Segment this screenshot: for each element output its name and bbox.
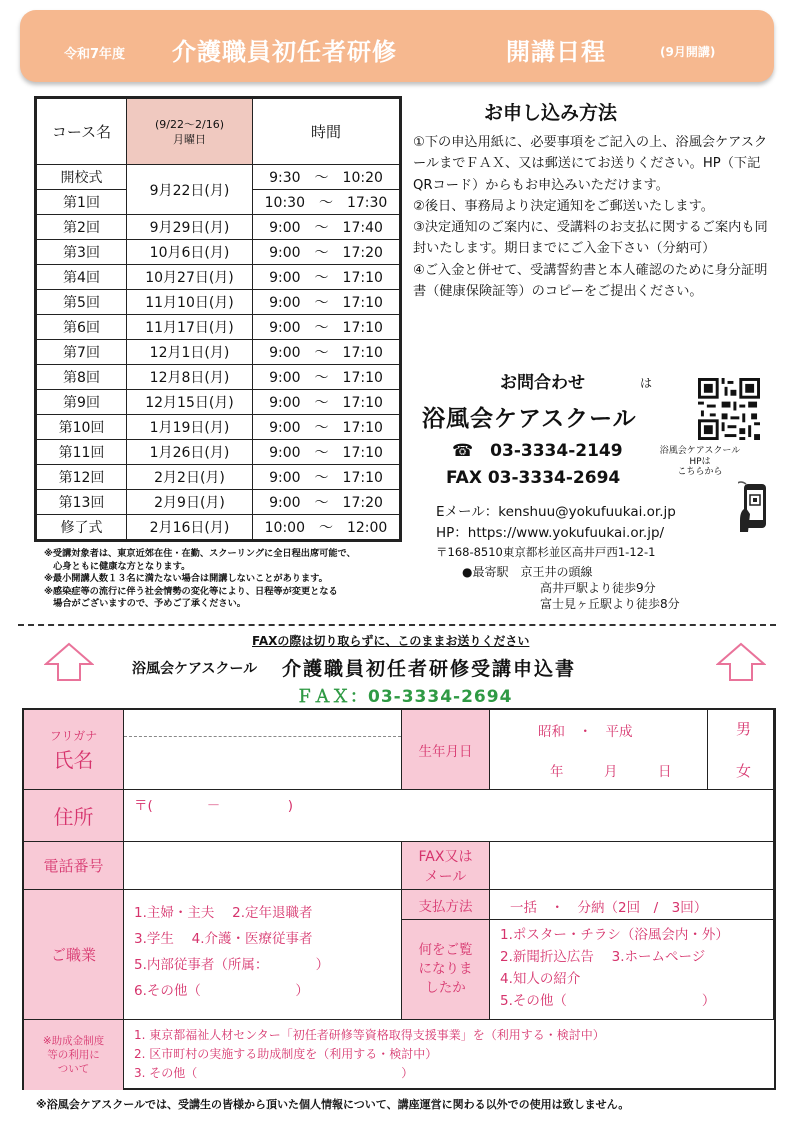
apply-title: お申し込み方法 bbox=[484, 102, 618, 124]
note-line: ※最小開講人数１３名に満たない場合は開講しないことがあります。 bbox=[44, 573, 328, 585]
contact-ha: は bbox=[640, 376, 653, 390]
qr-caption-line: こちらから bbox=[677, 467, 723, 477]
row-name: 第7回 bbox=[37, 340, 127, 365]
row-date: 2月9日(月) bbox=[127, 490, 253, 515]
subsidy-label-line: 等の利用に bbox=[47, 1049, 100, 1061]
school-name: 浴風会ケアスクール bbox=[422, 406, 637, 432]
row-date: 2月2日(月) bbox=[127, 465, 253, 490]
job-options[interactable] bbox=[124, 890, 402, 1020]
how-heard-label bbox=[402, 920, 490, 1020]
name-field[interactable] bbox=[124, 710, 402, 790]
job-option[interactable]: 5.内部従事者（所属： ） bbox=[134, 957, 330, 973]
row-time: 9:00 ～ 17:10 bbox=[253, 440, 400, 465]
station-line: ●最寄駅 京王井の頭線 bbox=[462, 565, 593, 579]
job-label: ご職業 bbox=[24, 890, 124, 1020]
subsidy-option[interactable]: 1. 東京都福祉人材センター「初任者研修等資格取得支援事業」を（利用する・検討中） bbox=[134, 1028, 605, 1042]
email-link[interactable]: Eメール：kenshuu@yokufuukai.or.jp bbox=[436, 504, 676, 520]
row-name: 第11回 bbox=[37, 440, 127, 465]
row-time: 9:00 ～ 17:10 bbox=[253, 415, 400, 440]
subsidy-label bbox=[24, 1020, 124, 1090]
row-name: 第2回 bbox=[37, 215, 127, 240]
subsidy-option[interactable]: 3. その他（ ） bbox=[134, 1066, 414, 1080]
name-label-text: 氏名 bbox=[53, 747, 94, 772]
website-link[interactable]: HP：https://www.yokufuukai.or.jp/ bbox=[436, 525, 665, 541]
job-list bbox=[134, 900, 329, 1004]
phone-number[interactable]: ☎ 03-3334-2149 bbox=[452, 441, 623, 461]
schedule-table-border bbox=[34, 96, 402, 542]
row-name: 第6回 bbox=[37, 315, 127, 340]
row-time: 9:00 ～ 17:20 bbox=[253, 490, 400, 515]
apply-steps bbox=[413, 132, 775, 302]
row-time: 9:00 ～ 17:40 bbox=[253, 215, 400, 240]
header-schedule: 開講日程 bbox=[506, 38, 606, 66]
header-era: 令和7年度 bbox=[64, 47, 126, 62]
phone-field[interactable] bbox=[124, 842, 402, 890]
row-name: 第10回 bbox=[37, 415, 127, 440]
payment-field[interactable] bbox=[490, 890, 774, 920]
col-time: 時間 bbox=[253, 99, 400, 165]
zip-field[interactable]: 〒( － ) bbox=[134, 798, 294, 814]
row-time: 10:30 ～ 17:30 bbox=[253, 190, 400, 215]
how-heard-options[interactable] bbox=[490, 920, 774, 1020]
qr-caption-line: HPは bbox=[689, 456, 711, 467]
subsidy-option[interactable]: 2. 区市町村の実施する助成制度を（利用する・検討中） bbox=[134, 1047, 438, 1061]
faxmail-label bbox=[402, 842, 490, 890]
row-date: 12月15日(月) bbox=[127, 390, 253, 415]
row-date: 12月8日(月) bbox=[127, 365, 253, 390]
row-date: 1月26日(月) bbox=[127, 440, 253, 465]
row-date: 10月6日(月) bbox=[127, 240, 253, 265]
row-date: 9月29日(月) bbox=[127, 215, 253, 240]
contact-title: お問合わせ bbox=[500, 373, 585, 393]
row-date: 1月19日(月) bbox=[127, 415, 253, 440]
row-date: 12月1日(月) bbox=[127, 340, 253, 365]
up-arrow-icon bbox=[716, 642, 766, 682]
apply-step: ③決定通知のご案内に、受講料のお支払に関するご案内も同封いたします。期日までにご入金下さい（分納可） bbox=[413, 220, 768, 257]
gender-field[interactable] bbox=[708, 710, 774, 790]
qr-caption bbox=[654, 446, 746, 478]
row-name: 第13回 bbox=[37, 490, 127, 515]
row-date: 9月22日(月) bbox=[127, 165, 253, 215]
row-name: 第3回 bbox=[37, 240, 127, 265]
row-name: 第8回 bbox=[37, 365, 127, 390]
address: 〒168-8510東京都杉並区高井戸西1-12-1 bbox=[436, 545, 656, 559]
row-time: 10:00 ～ 12:00 bbox=[253, 515, 400, 540]
note-line: ※受講対象者は、東京近郊在住・在勤、スクーリングに全日程出席可能で、 bbox=[44, 548, 356, 559]
row-time: 9:00 ～ 17:20 bbox=[253, 240, 400, 265]
header-month: (9月開講) bbox=[660, 45, 716, 59]
job-option[interactable]: 1.主婦・主夫 2.定年退職者 bbox=[134, 905, 313, 921]
row-name: 開校式 bbox=[37, 165, 127, 190]
birth-era[interactable]: 昭和 ・ 平成 bbox=[538, 724, 633, 740]
how-heard-option[interactable]: 4.知人の紹介 bbox=[500, 971, 581, 987]
job-option[interactable]: 6.その他（ ） bbox=[134, 983, 309, 999]
how-heard-option[interactable]: 2.新聞折込広告 3.ホームページ bbox=[500, 949, 706, 965]
col-date-label: 月曜日 bbox=[173, 132, 206, 146]
privacy-note: ※浴風会ケアスクールでは、受講生の皆様から頂いた個人情報について、講座運営に関わる以外での使用は致しません。 bbox=[36, 1098, 630, 1111]
apply-step: ②後日、事務局より決定通知をご郵送いたします。 bbox=[413, 198, 714, 214]
note-line: 場合がございますので、予めご了承ください。 bbox=[44, 598, 246, 610]
birth-ymd: 年 月 日 bbox=[550, 764, 672, 780]
row-time: 9:00 ～ 17:10 bbox=[253, 265, 400, 290]
row-time: 9:00 ～ 17:10 bbox=[253, 365, 400, 390]
faxmail-label-line2: メール bbox=[424, 868, 467, 885]
gender-female[interactable]: 女 bbox=[736, 762, 752, 780]
row-name: 第12回 bbox=[37, 465, 127, 490]
name-label bbox=[24, 710, 124, 790]
row-name: 第9回 bbox=[37, 390, 127, 415]
how-heard-line: になりま bbox=[418, 961, 473, 977]
birth-field[interactable] bbox=[490, 710, 708, 790]
phone-label: 電話番号 bbox=[24, 842, 124, 890]
furigana-divider bbox=[124, 736, 401, 737]
address-label: 住所 bbox=[24, 790, 124, 842]
application-form bbox=[22, 708, 776, 1090]
fax-number: FAX 03-3334-2694 bbox=[446, 468, 621, 488]
note-line: ※感染症等の流行に伴う社会情勢の変化等により、日程等が変更となる bbox=[44, 585, 338, 597]
apply-step: ④ご入金と併せて、受講誓約書と本人確認のために身分証明書（健康保険証等）のコピーをご提出ください。 bbox=[413, 262, 768, 300]
row-time: 9:00 ～ 17:10 bbox=[253, 315, 400, 340]
row-time: 9:30 ～ 10:20 bbox=[253, 165, 400, 190]
payment-options[interactable]: 一括 ・ 分納（2回 / 3回） bbox=[510, 900, 708, 916]
smartphone-scan-icon bbox=[738, 480, 772, 536]
station-info bbox=[462, 564, 680, 612]
row-name: 修了式 bbox=[37, 515, 127, 540]
how-heard-list bbox=[500, 924, 729, 1012]
furigana-label: フリガナ bbox=[49, 728, 98, 743]
row-time: 9:00 ～ 17:10 bbox=[253, 340, 400, 365]
header-banner bbox=[20, 10, 774, 82]
station-fujimigaoka: 富士見ヶ丘駅より徒歩8分 bbox=[540, 597, 680, 611]
how-heard-line: したか bbox=[425, 980, 466, 996]
row-name: 第1回 bbox=[37, 190, 127, 215]
row-date: 11月17日(月) bbox=[127, 315, 253, 340]
row-time: 9:00 ～ 17:10 bbox=[253, 390, 400, 415]
job-option[interactable]: 3.学生 4.介護・医療従事者 bbox=[134, 931, 313, 947]
notes bbox=[44, 548, 414, 611]
row-name: 第5回 bbox=[37, 290, 127, 315]
subsidy-label-line: ついて bbox=[57, 1063, 90, 1075]
form-school: 浴風会ケアスクール bbox=[132, 661, 258, 677]
row-name: 第4回 bbox=[37, 265, 127, 290]
how-heard-line: 何をご覧 bbox=[418, 942, 473, 958]
how-heard-option[interactable]: 1.ポスター・チラシ（浴風会内・外） bbox=[500, 927, 729, 943]
subsidy-label-line: ※助成金制度 bbox=[42, 1035, 105, 1047]
form-title: 介護職員初任者研修受講申込書 bbox=[282, 658, 577, 680]
up-arrow-icon bbox=[44, 642, 94, 682]
gender-male[interactable]: 男 bbox=[736, 720, 752, 738]
col-date-range: (9/22～2/16) bbox=[155, 117, 224, 131]
subsidy-options[interactable] bbox=[124, 1020, 774, 1090]
row-time: 9:00 ～ 17:10 bbox=[253, 465, 400, 490]
qr-caption-line: 浴風会ケアスクール bbox=[659, 446, 741, 456]
header-title: 介護職員初任者研修 bbox=[172, 38, 397, 66]
apply-step: ①下の申込用紙に、必要事項をご記入の上、浴風会ケアスクールまでＦＡＸ、又は郵送にてお送りください。HP（下記QRコード）からもお申込みいただけます。 bbox=[413, 135, 768, 193]
station-takaido: 高井戸駅より徒歩9分 bbox=[540, 581, 656, 595]
faxmail-label-line1: FAX又は bbox=[418, 848, 473, 865]
subsidy-list bbox=[134, 1026, 605, 1083]
birth-label: 生年月日 bbox=[402, 710, 490, 790]
row-date: 10月27日(月) bbox=[127, 265, 253, 290]
row-date: 2月16日(月) bbox=[127, 515, 253, 540]
address-field[interactable] bbox=[124, 790, 774, 842]
form-fax-number: ＦＡＸ：03-3334-2694 bbox=[296, 687, 513, 707]
faxmail-field[interactable] bbox=[490, 842, 774, 890]
fax-note: FAXの際は切り取らずに、このままお送りください bbox=[252, 634, 530, 648]
row-time: 9:00 ～ 17:10 bbox=[253, 290, 400, 315]
how-heard-option[interactable]: 5.その他（ ） bbox=[500, 993, 716, 1009]
row-date: 11月10日(月) bbox=[127, 290, 253, 315]
payment-label: 支払方法 bbox=[402, 890, 490, 920]
cut-line bbox=[18, 624, 776, 626]
qr-code-icon[interactable] bbox=[698, 378, 760, 440]
col-course: コース名 bbox=[37, 99, 127, 165]
note-line: 心身ともに健康な方となります。 bbox=[44, 560, 191, 572]
